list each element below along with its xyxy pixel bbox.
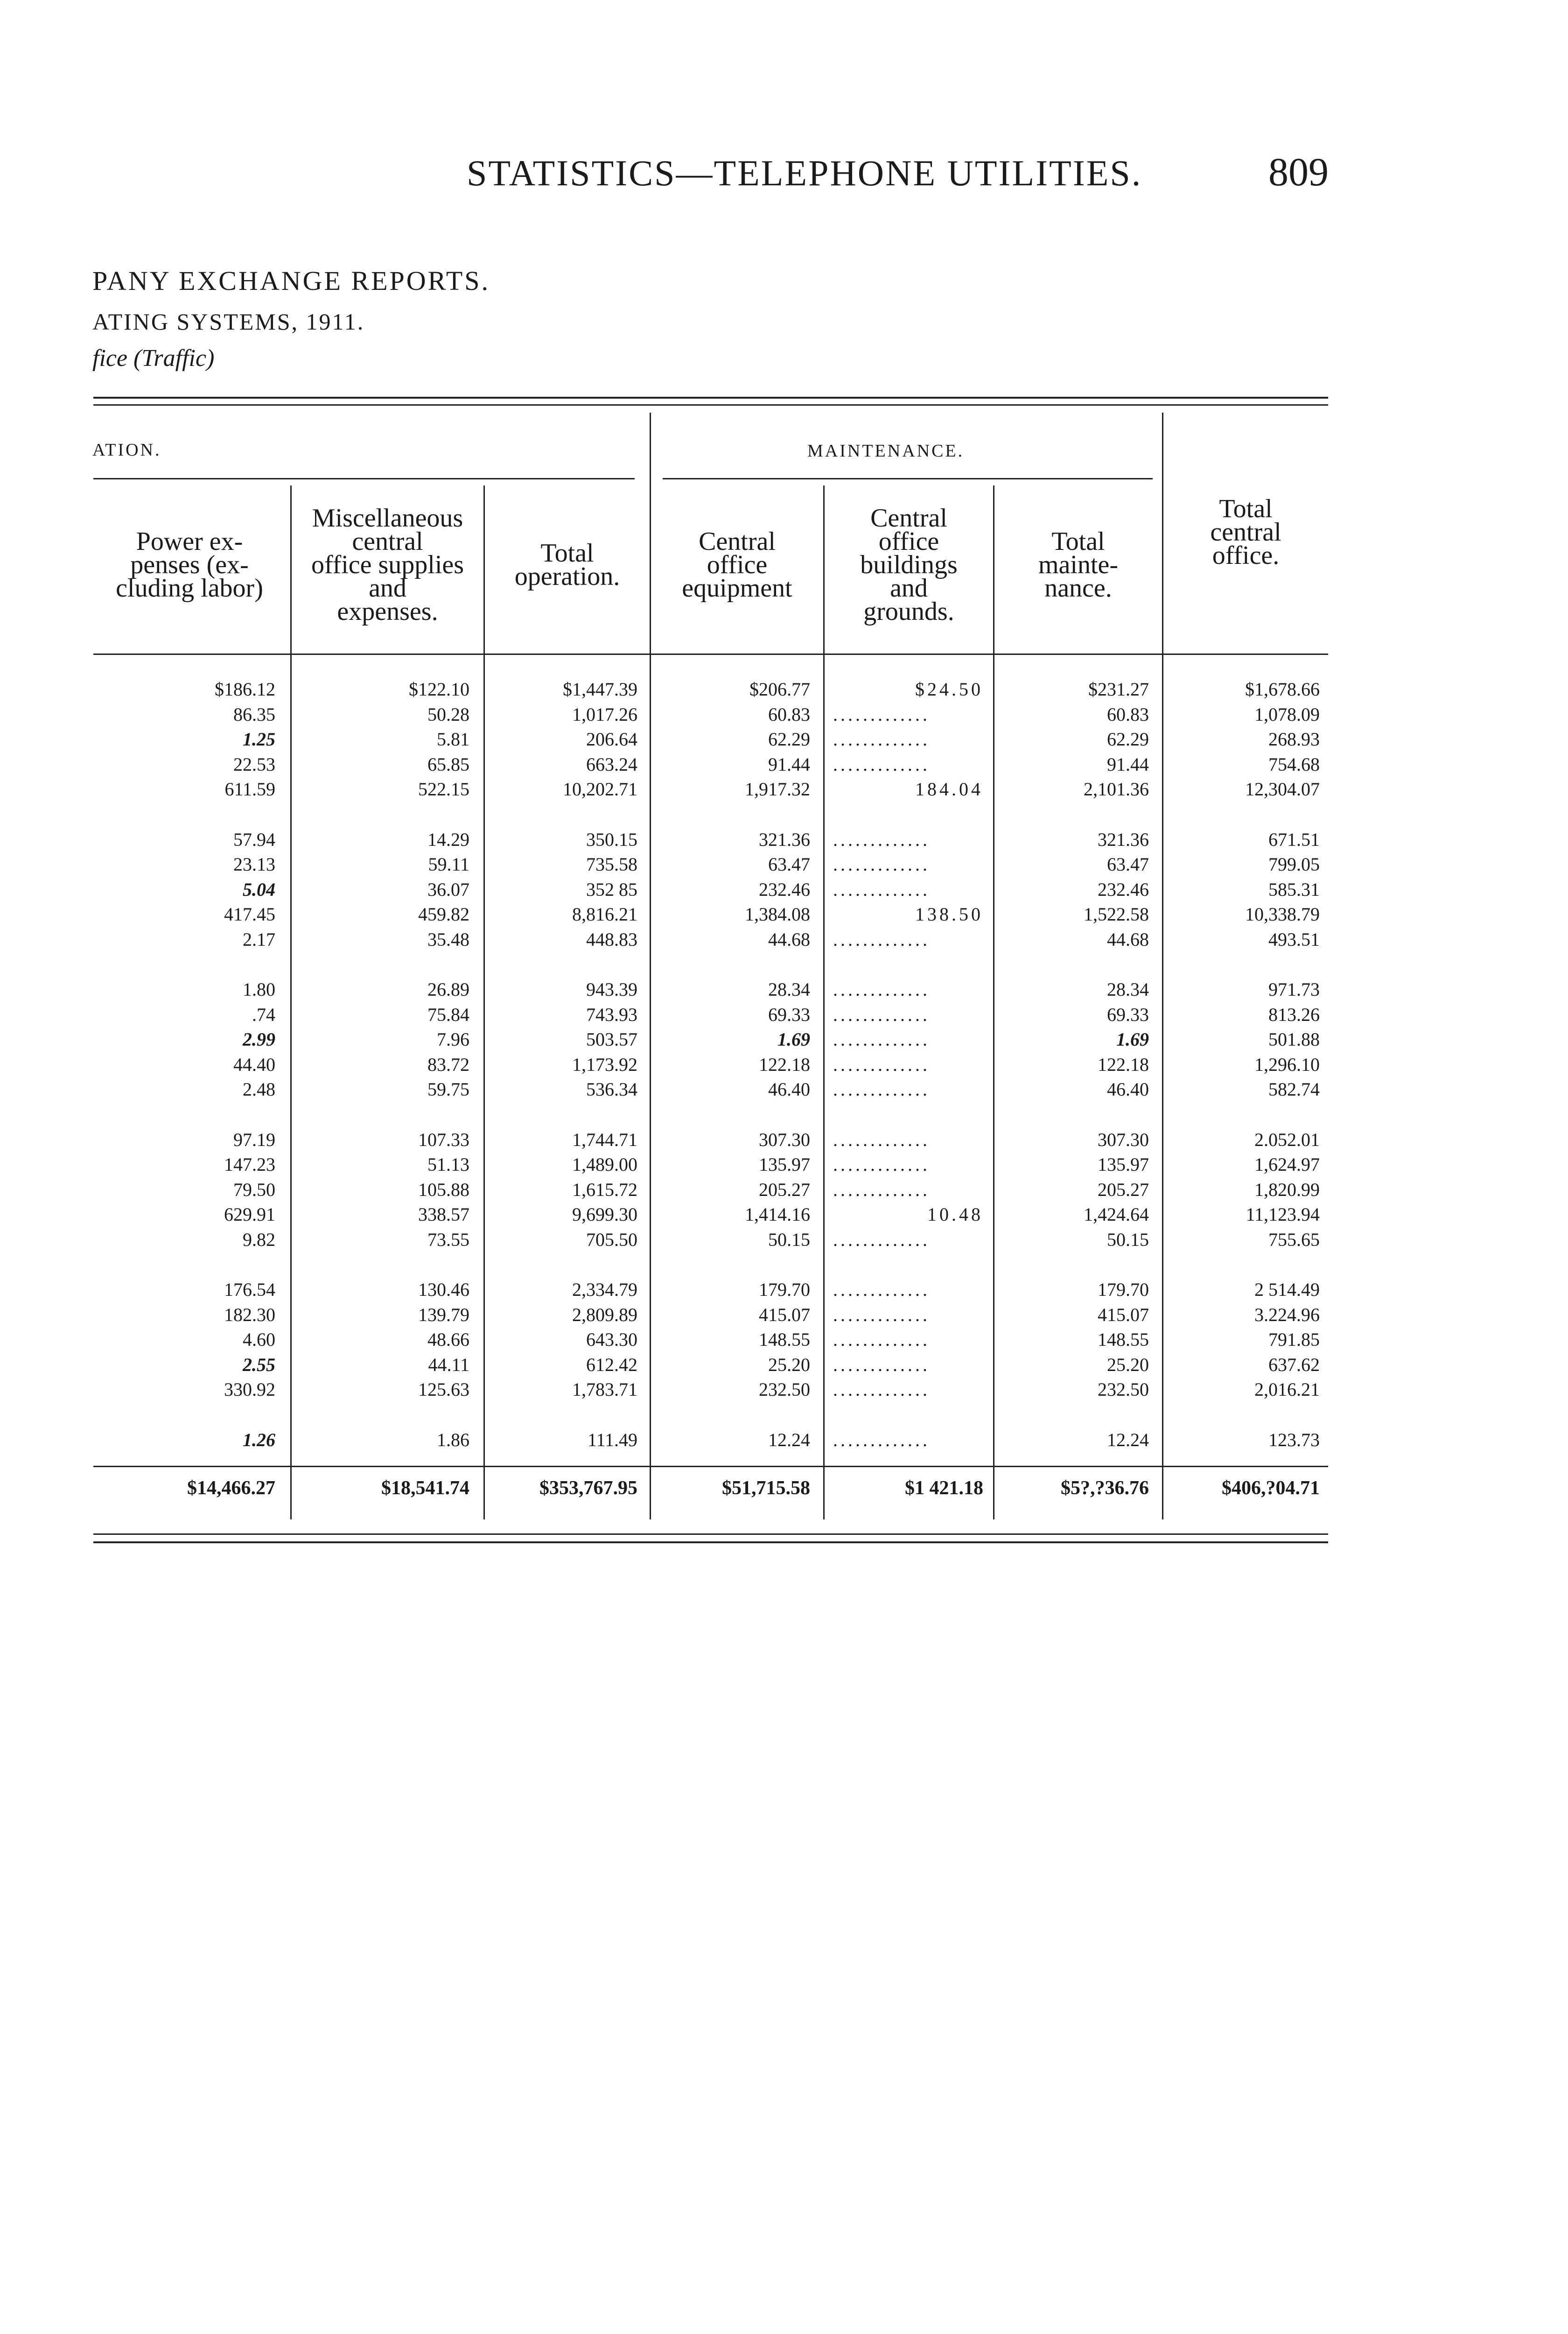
top-rule-1	[93, 397, 1328, 399]
group-spacer	[1003, 952, 1149, 977]
table-cell: 1,522.58	[1084, 904, 1149, 925]
table-cell: 1,296.10	[1254, 1054, 1320, 1075]
table-cell: 611.59	[224, 779, 275, 800]
table-cell: 63.47	[768, 854, 810, 875]
col-header-total-operation-line1: Total	[540, 539, 594, 568]
table-cell: .............	[833, 1004, 930, 1025]
table-cell: 10,202.71	[563, 779, 637, 800]
group-spacer	[1171, 802, 1320, 827]
table-cell: 1,783.71	[572, 1379, 637, 1400]
table-cell: .............	[833, 1329, 930, 1350]
table-cell: 671.51	[1268, 829, 1320, 850]
table-cell: 182.30	[224, 1304, 275, 1325]
table-cell: 1,744.71	[572, 1129, 637, 1150]
group-spacer	[1171, 1102, 1320, 1127]
col-header-power-line2: penses (ex-	[130, 550, 249, 579]
table-cell: 130.46	[418, 1279, 469, 1300]
table-cell: 50.15	[768, 1229, 810, 1250]
table-cell: 8,816.21	[572, 904, 637, 925]
col-central-buildings-values	[833, 677, 983, 1452]
group-spacer	[1003, 802, 1149, 827]
table-cell: 91.44	[1107, 753, 1149, 775]
col-header-total-operation	[485, 518, 650, 612]
table-cell: 69.33	[768, 1004, 810, 1025]
total-misc: $18,541.74	[381, 1477, 469, 1499]
vrule-1	[290, 485, 292, 1519]
table-cell: 612.42	[586, 1354, 637, 1375]
table-cell: 1.86	[437, 1429, 469, 1450]
table-cell: 206.64	[586, 729, 637, 750]
table-cell: 62.29	[768, 729, 810, 750]
group-spacer	[1171, 1402, 1320, 1427]
table-cell: 184.04	[915, 779, 983, 800]
table-cell: 1.69	[1116, 1029, 1149, 1050]
group-spacer	[658, 952, 810, 977]
col-header-central-buildings-line3: buildings	[860, 550, 958, 579]
table-cell: 5.04	[243, 879, 275, 900]
table-cell: 65.85	[427, 753, 469, 775]
total-maintenance: $5?,?36.76	[1061, 1477, 1149, 1499]
table-cell: 111.49	[587, 1429, 637, 1450]
col-header-misc-line3: office supplies	[311, 550, 464, 579]
table-cell: 48.66	[427, 1329, 469, 1350]
table-cell: .............	[833, 1354, 930, 1375]
table-cell: 971.73	[1268, 979, 1320, 1000]
col-header-central-equipment	[651, 518, 823, 612]
table-cell: 629.91	[224, 1204, 275, 1225]
group-spacer	[658, 1102, 810, 1127]
table-cell: .............	[833, 1079, 930, 1100]
table-cell: 415.07	[759, 1304, 810, 1325]
page-number: 809	[1268, 149, 1329, 194]
total-operation: $353,767.95	[539, 1477, 637, 1499]
table-cell: 754.68	[1268, 753, 1320, 775]
running-head	[0, 148, 1328, 204]
table-cell: .............	[833, 1054, 930, 1075]
table-cell: 14.29	[427, 829, 469, 850]
table-cell: 503.57	[586, 1029, 637, 1050]
table-cell: 1.25	[243, 729, 275, 750]
table-cell: 73.55	[427, 1229, 469, 1250]
col-header-central-equipment-line3: equipment	[682, 574, 792, 603]
table-cell: 307.30	[1098, 1129, 1149, 1150]
table-cell: 1,917.32	[745, 779, 810, 800]
col-header-total-central	[1163, 485, 1328, 579]
col-header-central-buildings-line2: office	[878, 527, 939, 556]
col-header-misc	[292, 495, 483, 635]
vrule-4	[823, 485, 825, 1519]
table-cell: 352 85	[586, 879, 637, 900]
col-header-power-line1: Power ex-	[136, 527, 243, 556]
table-cell: 448.83	[586, 928, 637, 950]
table-cell: 135.97	[759, 1154, 810, 1175]
table-cell: $206.77	[749, 679, 810, 700]
table-cell: 205.27	[1098, 1179, 1149, 1200]
table-cell: 10.48	[927, 1204, 983, 1225]
table-cell: 36.07	[427, 879, 469, 900]
col-misc-values	[308, 677, 469, 1452]
table-cell: 122.18	[1098, 1054, 1149, 1075]
group-spacer	[833, 952, 983, 977]
table-cell: .............	[833, 703, 930, 725]
total-central-buildings: $1 421.18	[905, 1477, 983, 1499]
table-cell: 125.63	[418, 1379, 469, 1400]
table-cell: .............	[833, 928, 930, 950]
table-cell: 25.20	[1107, 1354, 1149, 1375]
group-spacer	[833, 1102, 983, 1127]
subhead-1: PANY EXCHANGE REPORTS.	[92, 266, 490, 296]
group-spacer	[1171, 1252, 1320, 1277]
table-cell: 97.19	[233, 1129, 275, 1150]
table-cell: 46.40	[768, 1079, 810, 1100]
table-cell: 1,414.16	[745, 1204, 810, 1225]
table-cell: 2.99	[243, 1029, 275, 1050]
subhead-3: fice (Traffic)	[92, 345, 215, 372]
table-cell: 5.81	[437, 729, 469, 750]
group-spacer	[1003, 1402, 1149, 1427]
table-cell: $24.50	[915, 679, 983, 700]
col-header-misc-line4: and	[369, 574, 406, 603]
table-cell: 91.44	[768, 753, 810, 775]
table-cell: 25.20	[768, 1354, 810, 1375]
col-header-total-maintenance-line2: mainte-	[1038, 550, 1119, 579]
table-cell: 307.30	[759, 1129, 810, 1150]
table-cell: 59.11	[428, 854, 469, 875]
group-spacer	[140, 1402, 275, 1427]
table-cell: 28.34	[768, 979, 810, 1000]
group-spacer	[658, 802, 810, 827]
table-cell: 50.28	[427, 703, 469, 725]
table-cell: 743.93	[586, 1004, 637, 1025]
table-cell: 9.82	[243, 1229, 275, 1250]
table-cell: .............	[833, 829, 930, 850]
group-header-maintenance: MAINTENANCE.	[807, 441, 965, 461]
group-spacer	[140, 1252, 275, 1277]
group-spacer	[308, 1102, 469, 1127]
table-cell: 1,615.72	[572, 1179, 637, 1200]
table-cell: 1.26	[243, 1429, 275, 1450]
table-cell: 60.83	[1107, 703, 1149, 725]
group-spacer	[1171, 952, 1320, 977]
group-spacer	[658, 1252, 810, 1277]
table-cell: 643.30	[586, 1329, 637, 1350]
table-cell: 12.24	[768, 1429, 810, 1450]
table-cell: 232.46	[1098, 879, 1149, 900]
table-cell: 2,809.89	[572, 1304, 637, 1325]
table-cell: 60.83	[768, 703, 810, 725]
col-header-power-line3: cluding labor)	[116, 574, 263, 603]
table-cell: $186.12	[215, 679, 275, 700]
table-cell: 1,424.64	[1084, 1204, 1149, 1225]
group-rule-maintenance	[663, 478, 1153, 479]
col-header-central-buildings	[825, 495, 993, 635]
vrule-2	[483, 485, 485, 1519]
col-header-misc-line2: central	[352, 527, 423, 556]
table-cell: 79.50	[233, 1179, 275, 1200]
col-header-central-equipment-line2: office	[707, 550, 768, 579]
table-cell: 2.052.01	[1254, 1129, 1320, 1150]
table-cell: 179.70	[759, 1279, 810, 1300]
table-cell: 83.72	[427, 1054, 469, 1075]
table-cell: 135.97	[1098, 1154, 1149, 1175]
table-cell: 1,078.09	[1254, 703, 1320, 725]
col-header-central-buildings-line4: and	[890, 574, 928, 603]
group-spacer	[658, 1402, 810, 1427]
table-cell: 4.60	[243, 1329, 275, 1350]
table-cell: 44.40	[233, 1054, 275, 1075]
table-cell: 57.94	[233, 829, 275, 850]
table-cell: 735.58	[586, 854, 637, 875]
table-cell: 148.55	[1098, 1329, 1149, 1350]
table-cell: 1,173.92	[572, 1054, 637, 1075]
table-cell: 799.05	[1268, 854, 1320, 875]
group-rule-operation	[93, 478, 635, 479]
table-cell: 232.46	[759, 879, 810, 900]
table-cell: 44.68	[1107, 928, 1149, 950]
table-cell: 2.48	[243, 1079, 275, 1100]
table-cell: 179.70	[1098, 1279, 1149, 1300]
col-header-central-equipment-line1: Central	[699, 527, 776, 556]
col-total-operation-values	[495, 677, 637, 1452]
col-header-central-buildings-line1: Central	[870, 504, 947, 533]
col-header-total-central-line3: office.	[1212, 541, 1280, 570]
table-cell: 46.40	[1107, 1079, 1149, 1100]
table-cell: 9,699.30	[572, 1204, 637, 1225]
table-cell: 321.36	[1098, 829, 1149, 850]
table-cell: .............	[833, 1379, 930, 1400]
table-cell: 3.224.96	[1254, 1304, 1320, 1325]
table-cell: 321.36	[759, 829, 810, 850]
subhead-2: ATING SYSTEMS, 1911.	[92, 309, 365, 335]
table-cell: 2,101.36	[1084, 779, 1149, 800]
group-spacer	[140, 1102, 275, 1127]
table-cell: .............	[833, 729, 930, 750]
table-cell: 23.13	[233, 854, 275, 875]
top-rule-2	[93, 404, 1328, 406]
table-cell: 493.51	[1268, 928, 1320, 950]
table-cell: 122.18	[759, 1054, 810, 1075]
group-spacer	[833, 1402, 983, 1427]
table-cell: 139.79	[418, 1304, 469, 1325]
group-spacer	[833, 1252, 983, 1277]
table-cell: 22.53	[233, 753, 275, 775]
table-cell: 105.88	[418, 1179, 469, 1200]
group-spacer	[495, 802, 637, 827]
table-cell: 59.75	[427, 1079, 469, 1100]
table-cell: 943.39	[586, 979, 637, 1000]
total-central-office: $406,?04.71	[1222, 1477, 1320, 1499]
table-cell: 2,334.79	[572, 1279, 637, 1300]
vrule-5	[993, 485, 994, 1519]
table-cell: 268.93	[1268, 729, 1320, 750]
col-header-central-buildings-line5: grounds.	[863, 597, 954, 626]
table-cell: 2.17	[243, 928, 275, 950]
table-cell: 582.74	[1268, 1079, 1320, 1100]
col-header-power	[89, 518, 290, 612]
group-spacer	[495, 1102, 637, 1127]
table-cell: 176.54	[224, 1279, 275, 1300]
table-cell: 1.69	[777, 1029, 810, 1050]
col-header-misc-line1: Miscellaneous	[312, 504, 463, 533]
table-cell: 2.55	[243, 1354, 275, 1375]
col-header-total-maintenance	[994, 518, 1162, 612]
table-cell: 63.47	[1107, 854, 1149, 875]
group-spacer	[833, 802, 983, 827]
table-cell: 501.88	[1268, 1029, 1320, 1050]
table-cell: .............	[833, 1429, 930, 1450]
table-cell: 107.33	[418, 1129, 469, 1150]
group-header-operation: ATION.	[92, 440, 161, 460]
group-spacer	[495, 1402, 637, 1427]
table-cell: .............	[833, 1129, 930, 1150]
table-cell: 44.68	[768, 928, 810, 950]
table-cell: 10,338.79	[1245, 904, 1320, 925]
table-cell: 51.13	[427, 1154, 469, 1175]
table-cell: .............	[833, 1029, 930, 1050]
page-title: STATISTICS—TELEPHONE UTILITIES.	[467, 153, 1142, 193]
table-cell: $231.27	[1088, 679, 1149, 700]
table-cell: 148.55	[759, 1329, 810, 1350]
table-cell: 2 514.49	[1254, 1279, 1320, 1300]
table-cell: 44.11	[428, 1354, 469, 1375]
table-cell: .............	[833, 854, 930, 875]
table-cell: 2,016.21	[1254, 1379, 1320, 1400]
table-cell: 1.80	[243, 979, 275, 1000]
col-header-total-central-line1: Total	[1219, 494, 1273, 523]
table-cell: .............	[833, 979, 930, 1000]
col-central-equipment-values	[658, 677, 810, 1452]
table-cell: .............	[833, 1279, 930, 1300]
table-cell: 705.50	[586, 1229, 637, 1250]
table-cell: 50.15	[1107, 1229, 1149, 1250]
group-spacer	[140, 802, 275, 827]
table-cell: 138.50	[915, 904, 983, 925]
table-cell: 62.29	[1107, 729, 1149, 750]
table-cell: 7.96	[437, 1029, 469, 1050]
table-cell: 12,304.07	[1245, 779, 1320, 800]
group-spacer	[1003, 1102, 1149, 1127]
table-cell: 459.82	[418, 904, 469, 925]
col-header-misc-line5: expenses.	[337, 597, 438, 626]
bottom-rule-2	[93, 1541, 1328, 1543]
group-spacer	[1003, 1252, 1149, 1277]
col-total-central-values	[1171, 677, 1320, 1452]
table-cell: 232.50	[1098, 1379, 1149, 1400]
bottom-rule-1	[93, 1533, 1328, 1535]
col-header-total-maintenance-line3: nance.	[1044, 574, 1112, 603]
col-header-total-operation-line2: operation.	[514, 562, 620, 591]
table-cell: 536.34	[586, 1079, 637, 1100]
table-cell: 205.27	[759, 1179, 810, 1200]
table-cell: $1,447.39	[563, 679, 637, 700]
group-spacer	[140, 952, 275, 977]
table-cell: 147.23	[224, 1154, 275, 1175]
table-cell: 338.57	[418, 1204, 469, 1225]
table-cell: 1,489.00	[572, 1154, 637, 1175]
group-spacer	[308, 952, 469, 977]
group-spacer	[308, 802, 469, 827]
table-cell: 1,017.26	[572, 703, 637, 725]
group-spacer	[495, 1252, 637, 1277]
group-spacer	[495, 952, 637, 977]
table-cell: .............	[833, 1179, 930, 1200]
table-cell: $1,678.66	[1245, 679, 1320, 700]
group-spacer	[308, 1402, 469, 1427]
table-cell: 1,384.08	[745, 904, 810, 925]
table-cell: 232.50	[759, 1379, 810, 1400]
table-cell: 585.31	[1268, 879, 1320, 900]
group-spacer	[308, 1252, 469, 1277]
table-cell: .74	[252, 1004, 275, 1025]
table-cell: .............	[833, 1154, 930, 1175]
table-cell: 75.84	[427, 1004, 469, 1025]
table-cell: 28.34	[1107, 979, 1149, 1000]
table-cell: 11,123.94	[1246, 1204, 1320, 1225]
col-header-total-central-line2: central	[1210, 518, 1281, 547]
total-rule	[93, 1466, 1328, 1467]
table-cell: 791.85	[1268, 1329, 1320, 1350]
col-header-total-maintenance-line1: Total	[1051, 527, 1105, 556]
table-cell: 1,820.99	[1254, 1179, 1320, 1200]
table-cell: 123.73	[1268, 1429, 1320, 1450]
table-cell: 663.24	[586, 753, 637, 775]
table-cell: .............	[833, 879, 930, 900]
table-cell: .............	[833, 1304, 930, 1325]
table-cell: 86.35	[233, 703, 275, 725]
header-bottom-rule	[93, 654, 1328, 655]
table-cell: 813.26	[1268, 1004, 1320, 1025]
table-cell: 755.65	[1268, 1229, 1320, 1250]
table-cell: 522.15	[418, 779, 469, 800]
table-cell: 350.15	[586, 829, 637, 850]
table-cell: 415.07	[1098, 1304, 1149, 1325]
table-cell: 637.62	[1268, 1354, 1320, 1375]
table-cell: $122.10	[409, 679, 469, 700]
col-total-maintenance-values	[1003, 677, 1149, 1452]
table-cell: .............	[833, 1229, 930, 1250]
total-power: $14,466.27	[187, 1477, 275, 1499]
table-cell: 26.89	[427, 979, 469, 1000]
table-cell: 35.48	[427, 928, 469, 950]
table-cell: 417.45	[224, 904, 275, 925]
table-cell: .............	[833, 753, 930, 775]
table-cell: 1,624.97	[1254, 1154, 1320, 1175]
table-cell: 330.92	[224, 1379, 275, 1400]
col-power-values	[140, 677, 275, 1452]
table-cell: 12.24	[1107, 1429, 1149, 1450]
total-central-equipment: $51,715.58	[722, 1477, 810, 1499]
table-cell: 69.33	[1107, 1004, 1149, 1025]
